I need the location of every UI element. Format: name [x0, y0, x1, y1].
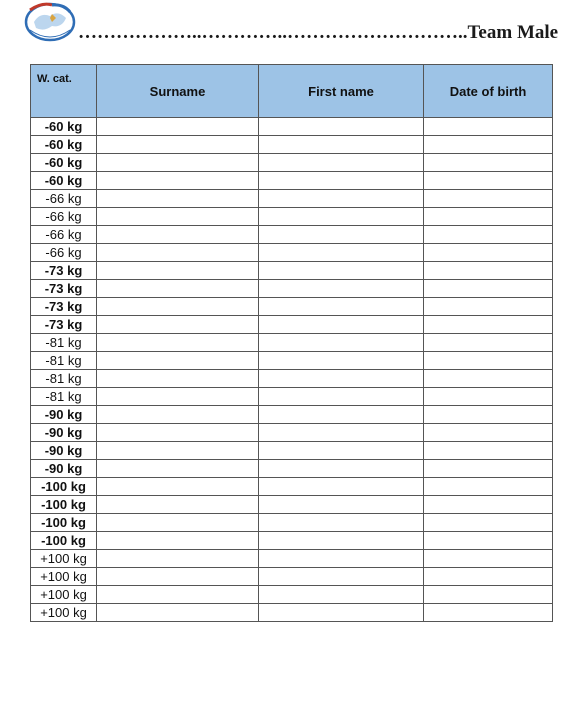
- weight-category-cell: +100 kg: [31, 568, 97, 586]
- first-name-cell[interactable]: [259, 514, 424, 532]
- first-name-cell[interactable]: [259, 262, 424, 280]
- date-of-birth-cell[interactable]: [424, 172, 553, 190]
- table-row: [31, 496, 553, 514]
- column-header-date-of-birth: Date of birth: [424, 65, 553, 118]
- date-of-birth-cell[interactable]: [424, 568, 553, 586]
- date-of-birth-cell[interactable]: [424, 514, 553, 532]
- table-row: [31, 352, 553, 370]
- table-row: [31, 190, 553, 208]
- table-row: [31, 388, 553, 406]
- table-row: [31, 424, 553, 442]
- weight-category-cell: -81 kg: [31, 334, 97, 352]
- first-name-cell[interactable]: [259, 208, 424, 226]
- date-of-birth-cell[interactable]: [424, 190, 553, 208]
- weight-category-cell: -60 kg: [31, 136, 97, 154]
- first-name-cell[interactable]: [259, 604, 424, 622]
- surname-cell[interactable]: [97, 244, 259, 262]
- registration-table: [30, 64, 553, 622]
- table-row: [31, 460, 553, 478]
- surname-cell[interactable]: [97, 406, 259, 424]
- weight-category-cell: -60 kg: [31, 172, 97, 190]
- surname-cell[interactable]: [97, 604, 259, 622]
- table-row: [31, 550, 553, 568]
- surname-cell[interactable]: [97, 334, 259, 352]
- date-of-birth-cell[interactable]: [424, 550, 553, 568]
- logo-emblem-icon: [22, 0, 78, 44]
- surname-cell[interactable]: [97, 514, 259, 532]
- weight-category-cell: -73 kg: [31, 316, 97, 334]
- surname-cell[interactable]: [97, 136, 259, 154]
- weight-category-cell: -81 kg: [31, 388, 97, 406]
- table-row: [31, 334, 553, 352]
- date-of-birth-cell[interactable]: [424, 136, 553, 154]
- first-name-cell[interactable]: [259, 226, 424, 244]
- weight-category-cell: -66 kg: [31, 244, 97, 262]
- table-row: [31, 118, 553, 136]
- first-name-cell[interactable]: [259, 424, 424, 442]
- surname-cell[interactable]: [97, 550, 259, 568]
- table-row: [31, 442, 553, 460]
- first-name-cell[interactable]: [259, 316, 424, 334]
- table-row: [31, 262, 553, 280]
- weight-category-cell: -100 kg: [31, 478, 97, 496]
- first-name-cell[interactable]: [259, 154, 424, 172]
- surname-cell[interactable]: [97, 298, 259, 316]
- first-name-cell[interactable]: [259, 586, 424, 604]
- table-row: [31, 514, 553, 532]
- first-name-cell[interactable]: [259, 478, 424, 496]
- surname-cell[interactable]: [97, 352, 259, 370]
- surname-cell[interactable]: [97, 568, 259, 586]
- team-title: ………………..…………..………………………..Team Male: [78, 22, 559, 43]
- first-name-cell[interactable]: [259, 442, 424, 460]
- first-name-cell[interactable]: [259, 172, 424, 190]
- table-row: [31, 136, 553, 154]
- weight-category-cell: -90 kg: [31, 424, 97, 442]
- surname-cell[interactable]: [97, 388, 259, 406]
- surname-cell[interactable]: [97, 424, 259, 442]
- weight-category-cell: -90 kg: [31, 460, 97, 478]
- date-of-birth-cell[interactable]: [424, 406, 553, 424]
- date-of-birth-cell[interactable]: [424, 208, 553, 226]
- first-name-cell[interactable]: [259, 118, 424, 136]
- surname-cell[interactable]: [97, 370, 259, 388]
- first-name-cell[interactable]: [259, 406, 424, 424]
- first-name-cell[interactable]: [259, 550, 424, 568]
- first-name-cell[interactable]: [259, 496, 424, 514]
- surname-cell[interactable]: [97, 226, 259, 244]
- column-header-surname: Surname: [97, 65, 259, 118]
- table-row: [31, 532, 553, 550]
- first-name-cell[interactable]: [259, 244, 424, 262]
- surname-cell[interactable]: [97, 496, 259, 514]
- weight-category-cell: +100 kg: [31, 586, 97, 604]
- table-row: [31, 478, 553, 496]
- first-name-cell[interactable]: [259, 352, 424, 370]
- date-of-birth-cell[interactable]: [424, 118, 553, 136]
- weight-category-cell: -66 kg: [31, 208, 97, 226]
- date-of-birth-cell[interactable]: [424, 154, 553, 172]
- table-row: [31, 172, 553, 190]
- weight-category-cell: -100 kg: [31, 532, 97, 550]
- surname-cell[interactable]: [97, 172, 259, 190]
- weight-category-cell: -100 kg: [31, 514, 97, 532]
- first-name-cell[interactable]: [259, 136, 424, 154]
- column-header-first-name: First name: [259, 65, 424, 118]
- surname-cell[interactable]: [97, 478, 259, 496]
- surname-cell[interactable]: [97, 118, 259, 136]
- surname-cell[interactable]: [97, 208, 259, 226]
- table-row: [31, 298, 553, 316]
- table-row: [31, 316, 553, 334]
- date-of-birth-cell[interactable]: [424, 478, 553, 496]
- surname-cell[interactable]: [97, 154, 259, 172]
- first-name-cell[interactable]: [259, 460, 424, 478]
- date-of-birth-cell[interactable]: [424, 424, 553, 442]
- surname-cell[interactable]: [97, 460, 259, 478]
- date-of-birth-cell[interactable]: [424, 280, 553, 298]
- table-row: [31, 406, 553, 424]
- date-of-birth-cell[interactable]: [424, 298, 553, 316]
- date-of-birth-cell[interactable]: [424, 244, 553, 262]
- table-header-row: [31, 65, 553, 118]
- table-row: [31, 208, 553, 226]
- surname-cell[interactable]: [97, 280, 259, 298]
- date-of-birth-cell[interactable]: [424, 352, 553, 370]
- table-row: [31, 586, 553, 604]
- date-of-birth-cell[interactable]: [424, 604, 553, 622]
- weight-category-cell: -81 kg: [31, 352, 97, 370]
- first-name-cell[interactable]: [259, 532, 424, 550]
- weight-category-cell: -60 kg: [31, 118, 97, 136]
- table-row: [31, 226, 553, 244]
- surname-cell[interactable]: [97, 586, 259, 604]
- first-name-cell[interactable]: [259, 298, 424, 316]
- weight-category-cell: -73 kg: [31, 298, 97, 316]
- date-of-birth-cell[interactable]: [424, 442, 553, 460]
- weight-category-cell: -73 kg: [31, 280, 97, 298]
- weight-category-cell: -73 kg: [31, 262, 97, 280]
- weight-category-cell: -90 kg: [31, 442, 97, 460]
- first-name-cell[interactable]: [259, 568, 424, 586]
- weight-category-cell: -100 kg: [31, 496, 97, 514]
- weight-category-cell: -60 kg: [31, 154, 97, 172]
- weight-category-cell: -66 kg: [31, 226, 97, 244]
- table-row: [31, 280, 553, 298]
- date-of-birth-cell[interactable]: [424, 334, 553, 352]
- association-logo: [22, 0, 78, 44]
- date-of-birth-cell[interactable]: [424, 370, 553, 388]
- first-name-cell[interactable]: [259, 190, 424, 208]
- date-of-birth-cell[interactable]: [424, 586, 553, 604]
- weight-category-cell: +100 kg: [31, 550, 97, 568]
- date-of-birth-cell[interactable]: [424, 496, 553, 514]
- table-row: [31, 154, 553, 172]
- column-header-weight-category: W. cat.: [31, 65, 97, 118]
- weight-category-cell: -90 kg: [31, 406, 97, 424]
- date-of-birth-cell[interactable]: [424, 262, 553, 280]
- first-name-cell[interactable]: [259, 388, 424, 406]
- date-of-birth-cell[interactable]: [424, 532, 553, 550]
- weight-category-cell: +100 kg: [31, 604, 97, 622]
- table-row: [31, 568, 553, 586]
- surname-cell[interactable]: [97, 190, 259, 208]
- surname-cell[interactable]: [97, 532, 259, 550]
- date-of-birth-cell[interactable]: [424, 388, 553, 406]
- first-name-cell[interactable]: [259, 280, 424, 298]
- date-of-birth-cell[interactable]: [424, 316, 553, 334]
- surname-cell[interactable]: [97, 442, 259, 460]
- first-name-cell[interactable]: [259, 334, 424, 352]
- table-row: [31, 370, 553, 388]
- table-row: [31, 244, 553, 262]
- weight-category-cell: -81 kg: [31, 370, 97, 388]
- first-name-cell[interactable]: [259, 370, 424, 388]
- surname-cell[interactable]: [97, 262, 259, 280]
- weight-category-cell: -66 kg: [31, 190, 97, 208]
- surname-cell[interactable]: [97, 316, 259, 334]
- date-of-birth-cell[interactable]: [424, 460, 553, 478]
- date-of-birth-cell[interactable]: [424, 226, 553, 244]
- table-row: [31, 604, 553, 622]
